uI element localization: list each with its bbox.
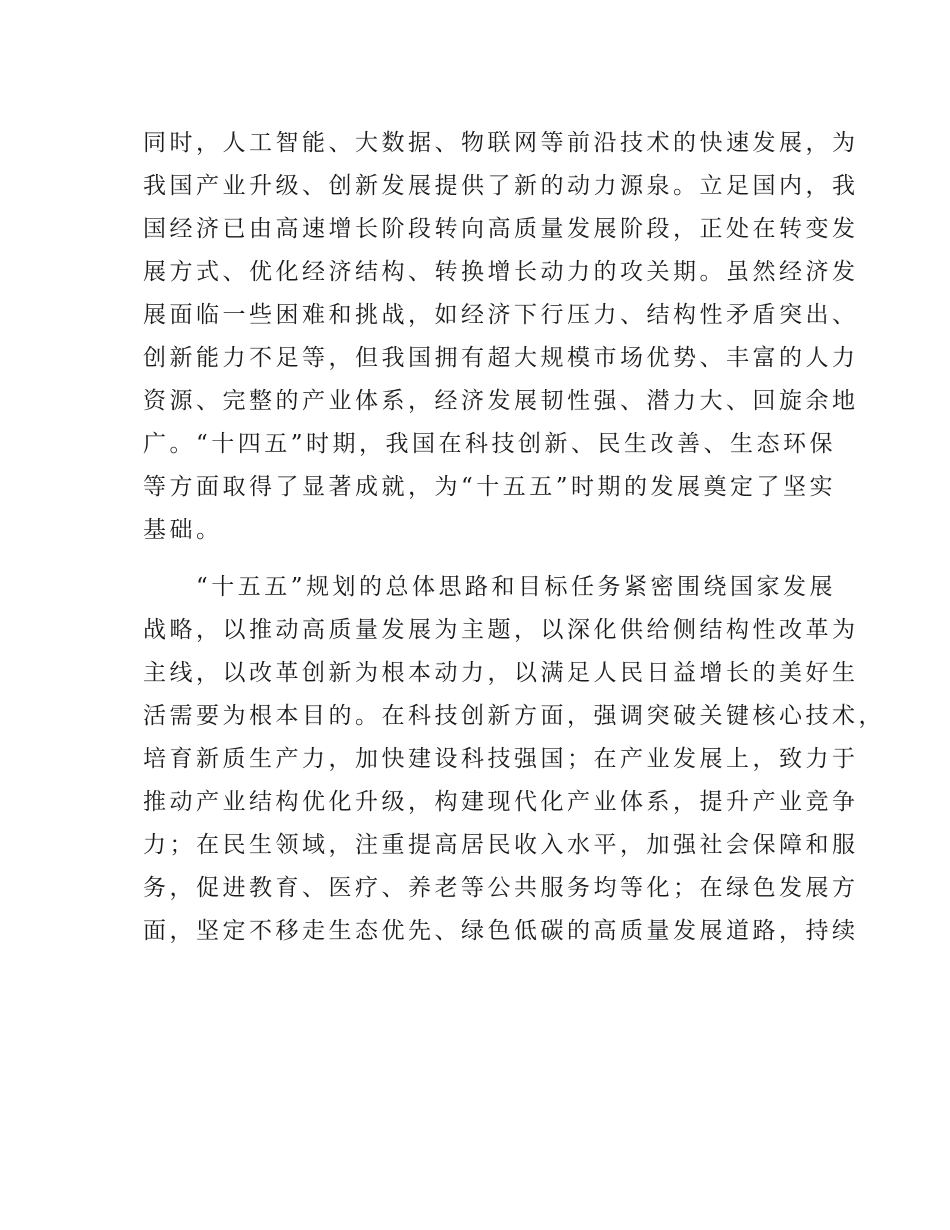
document-body — [143, 122, 885, 953]
text-line: 展面临一些困难和挑战，如经济下行压力、结构性矛盾突出、 — [143, 302, 859, 328]
text-line: 基础。 — [143, 517, 223, 543]
text-line: 国经济已由高速增长阶段转向高质量发展阶段，正处在转变发 — [143, 216, 859, 242]
text-line: 创新能力不足等，但我国拥有超大规模市场优势、丰富的人力 — [143, 345, 859, 371]
text-line: 战略，以推动高质量发展为主题，以深化供给侧结构性改革为 — [143, 617, 859, 643]
paragraph-1 — [143, 122, 859, 552]
text-line: 同时，人工智能、大数据、物联网等前沿技术的快速发展，为 — [143, 130, 859, 156]
text-line: 活需要为根本目的。在科技创新方面，强调突破关键核心技术， — [143, 703, 885, 729]
text-line: 主线，以改革创新为根本动力，以满足人民日益增长的美好生 — [143, 660, 859, 686]
text-line: 力；在民生领域，注重提高居民收入水平，加强社会保障和服 — [143, 832, 859, 858]
text-line: 广。“十四五”时期，我国在科技创新、民生改善、生态环保 — [143, 431, 837, 457]
paragraph-2 — [143, 566, 885, 953]
text-line: 推动产业结构优化升级，构建现代化产业体系，提升产业竞争 — [143, 789, 859, 815]
text-line: “十五五”规划的总体思路和目标任务紧密围绕国家发展 — [143, 574, 837, 600]
text-line: 展方式、优化经济结构、转换增长动力的攻关期。虽然经济发 — [143, 259, 859, 285]
text-line: 等方面取得了显著成就，为“十五五”时期的发展奠定了坚实 — [143, 474, 837, 500]
text-line: 培育新质生产力，加快建设科技强国；在产业发展上，致力于 — [143, 746, 859, 772]
text-line: 我国产业升级、创新发展提供了新的动力源泉。立足国内，我 — [143, 173, 859, 199]
text-line: 面，坚定不移走生态优先、绿色低碳的高质量发展道路，持续 — [143, 918, 859, 944]
text-line: 务，促进教育、医疗、养老等公共服务均等化；在绿色发展方 — [143, 875, 859, 901]
text-line: 资源、完整的产业体系，经济发展韧性强、潜力大、回旋余地 — [143, 388, 859, 414]
